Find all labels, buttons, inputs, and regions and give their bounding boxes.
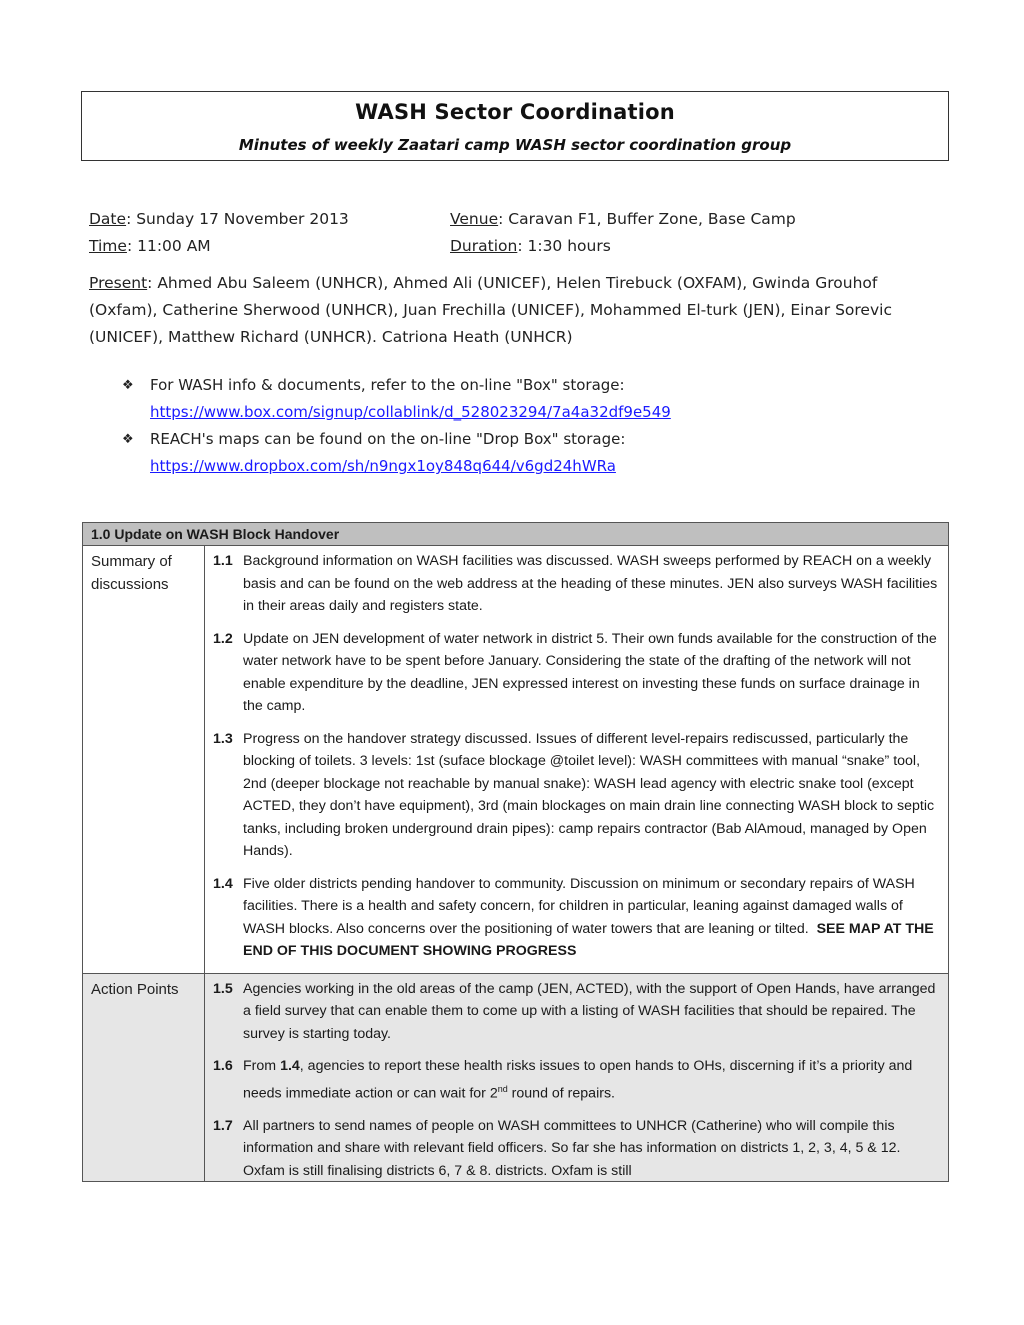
document-subtitle: Minutes of weekly Zaatari camp WASH sector coordination group xyxy=(238,136,792,154)
list-item xyxy=(213,1115,940,1181)
date-line: Date: Sunday 17 November 2013 xyxy=(89,210,349,228)
link-description: REACH's maps can be found on the on-line "Drop Box" storage: xyxy=(150,430,626,448)
venue-label: Venue xyxy=(450,210,499,228)
item-text-wrap xyxy=(243,873,940,963)
date-label: Date xyxy=(89,210,127,228)
minutes-table xyxy=(82,522,949,1182)
duration-line: Duration: 1:30 hours xyxy=(450,237,611,255)
item-text: , agencies to report these health risks issues to open hands to OHs, discerning if it’s a priority and needs immediate action or can wait for 2 xyxy=(243,1058,913,1102)
venue-value: Caravan F1, Buffer Zone, Base Camp xyxy=(508,210,796,228)
item-emphasis: SEE MAP AT THE END OF THIS DOCUMENT SHOWING PROGRESS xyxy=(243,920,934,959)
date-value: Sunday 17 November 2013 xyxy=(136,210,349,228)
diamond-bullet-icon: ❖ xyxy=(122,432,134,447)
item-number: 1.6 xyxy=(213,1058,233,1074)
item-text: Background information on WASH facilities was discussed. WASH sweeps performed by REACH on a weekly basis and can be found on the web address at the heading of these minutes. JEN also surveys WASH facilities in their areas daily and registers state. xyxy=(243,553,938,614)
list-item xyxy=(213,873,940,963)
item-number: 1.5 xyxy=(213,980,233,997)
time-line: Time: 11:00 AM xyxy=(89,237,211,255)
item-text: Update on JEN development of water network in district 5. Their own funds available for the construction of the water network have to be spent before January. Considering the state of the drafting of the network will not enable expenditure by the deadline, JEN expressed interest on investing these funds on surface drainage in the camp. xyxy=(243,630,937,714)
meta-left xyxy=(89,206,349,260)
item-number: 1.2 xyxy=(213,630,233,647)
item-prefix: From xyxy=(243,1058,277,1074)
list-item xyxy=(122,372,942,426)
list-item xyxy=(213,978,940,1046)
list-item xyxy=(213,550,940,618)
list-item xyxy=(213,728,940,863)
dropbox-storage-link[interactable]: https://www.dropbox.com/sh/n9ngx1oy848q644/v6gd24hWRa xyxy=(150,457,616,475)
section-heading-row xyxy=(83,523,949,546)
item-text: Five older districts pending handover to community. Discussion on minimum or secondary repairs of WASH facilities. There is a health and safety concern, for children in particular, leaning against damaged walls of WASH blocks. Also concerns over the positioning of water towers that are leaning or tilted. xyxy=(243,875,915,937)
summary-label: Summary of discussions xyxy=(83,546,205,974)
item-text-wrap xyxy=(243,1055,940,1105)
present-paragraph: Present: Ahmed Abu Saleem (UNHCR), Ahmed Ali (UNICEF), Helen Tirebuck (OXFAM), Gwinda Grouhof (Oxfam), Catherine Sherwood (UNHCR), Juan Frechilla (UNICEF), Mohammed El-turk (JEN), Einar Sorevic (UNICEF), Matthew Richard (UNHCR). Catriona Heath (UNHCR) xyxy=(89,274,892,346)
list-item xyxy=(122,426,942,480)
link-description: For WASH info & documents, refer to the on-line "Box" storage: xyxy=(150,376,625,394)
list-item xyxy=(213,1055,940,1105)
item-reference: 1.4 xyxy=(280,1058,300,1074)
meta-right xyxy=(450,206,796,260)
duration-value: 1:30 hours xyxy=(527,237,611,255)
action-row xyxy=(83,973,949,1181)
document-title: WASH Sector Coordination xyxy=(355,100,675,124)
venue-line: Venue: Caravan F1, Buffer Zone, Base Camp xyxy=(450,210,796,228)
item-text: Agencies working in the old areas of the camp (JEN, ACTED), with the support of Open Hands, have arranged a field survey that can enable them to come up with a listing of WASH facilities that should be repaired. The survey is starting today. xyxy=(243,980,936,1042)
summary-row xyxy=(83,546,949,974)
action-label: Action Points xyxy=(83,973,205,1181)
time-value: 11:00 AM xyxy=(137,237,211,255)
present-label: Present xyxy=(89,274,148,292)
link-list xyxy=(122,372,942,480)
item-text: All partners to send names of people on WASH committees to UNHCR (Catherine) who will compile this information and share with relevant field officers. So far she has information on districts 1, 2, 3, 4, 5 & 12. Oxfam is still finalising districts 6, 7 & 8. districts. Oxfam is still xyxy=(243,1117,901,1179)
item-text: Progress on the handover strategy discussed. Issues of different level-repairs rediscussed, particularly the blocking of toilets. 3 levels: 1st (suface blockage @toilet level): WASH committees with manual “snake” tool, 2nd (deeper blockage not reachable by manual snake): WASH lead agency with electric snake tool (except ACTED, they don’t have equipment), 3rd (main blockages on main drain line connecting WASH block to septic tanks, including broken underground drain pipes): camp repairs contractor (Bab AlAmoud, managed by Open Hands). xyxy=(243,730,935,859)
item-suffix: round of repairs. xyxy=(507,1085,615,1102)
list-item xyxy=(213,628,940,718)
present-text: Ahmed Abu Saleem (UNHCR), Ahmed Ali (UNICEF), Helen Tirebuck (OXFAM), Gwinda Grouhof (Oxfam), Catherine Sherwood (UNHCR), Juan Frechilla (UNICEF), Mohammed El-turk (JEN), Einar Sorevic (UNICEF), Matthew Richard (UNHCR). Catriona Heath (UNHCR) xyxy=(89,274,892,346)
title-box xyxy=(81,91,949,161)
duration-label: Duration xyxy=(450,237,518,255)
box-storage-link[interactable]: https://www.box.com/signup/collablink/d_528023294/7a4a32df9e549 xyxy=(150,403,671,421)
time-label: Time xyxy=(89,237,127,255)
summary-content xyxy=(205,546,949,974)
item-number: 1.4 xyxy=(213,875,233,892)
diamond-bullet-icon: ❖ xyxy=(122,378,134,393)
item-number: 1.7 xyxy=(213,1117,233,1134)
item-number: 1.1 xyxy=(213,553,233,569)
section-heading: 1.0 Update on WASH Block Handover xyxy=(83,523,949,546)
ordinal-suffix: nd xyxy=(497,1083,508,1094)
action-content xyxy=(205,973,949,1181)
item-number: 1.3 xyxy=(213,730,233,747)
